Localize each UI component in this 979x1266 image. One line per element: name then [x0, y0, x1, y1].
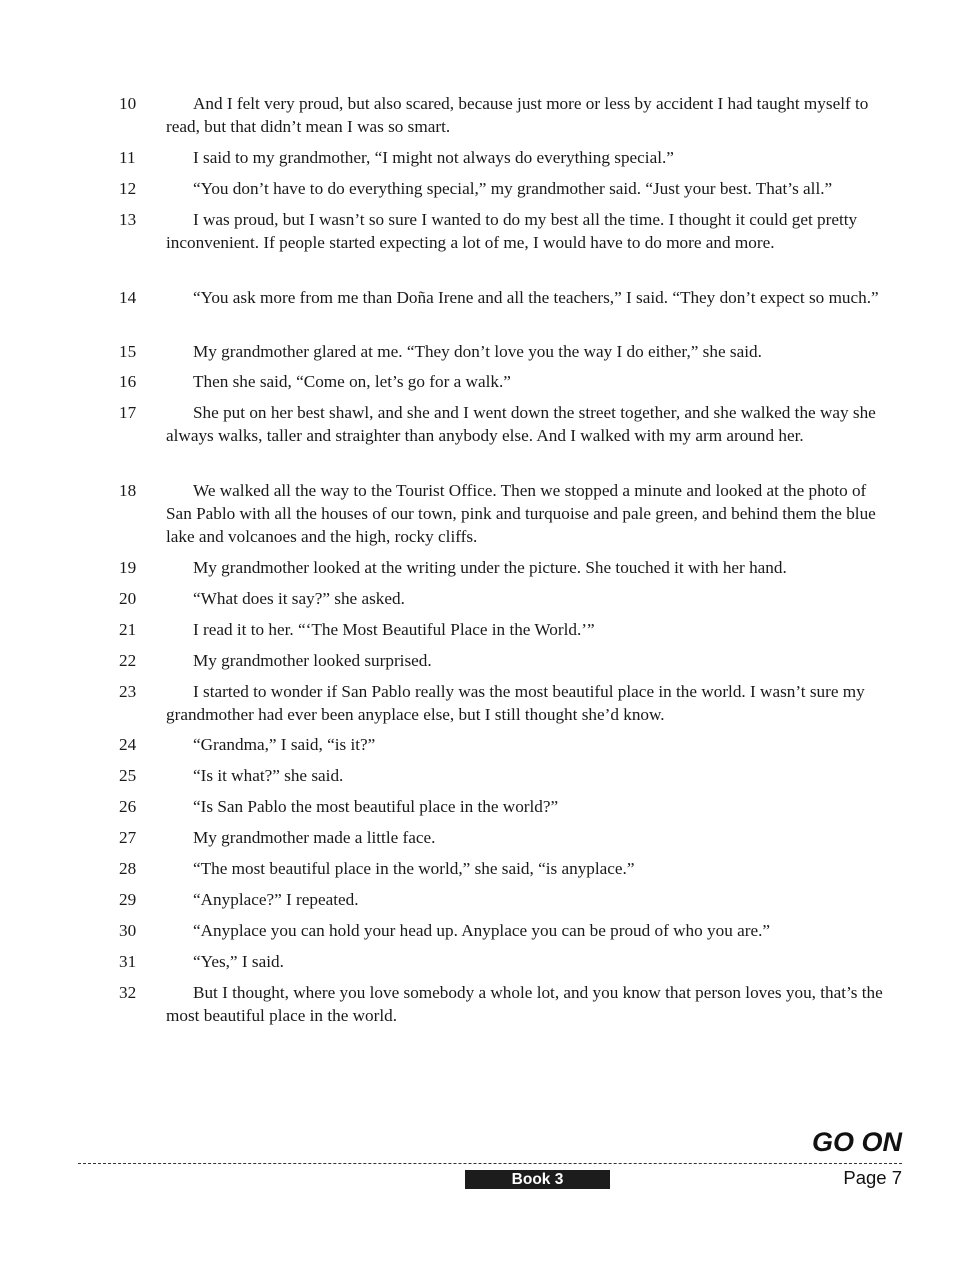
line-number: 18	[119, 481, 137, 500]
paragraph-text: “Anyplace?” I repeated.	[193, 890, 359, 909]
line-number: 14	[119, 288, 137, 307]
paragraph-text: I started to wonder if San Pablo really was the most beautiful place in the world. I wasn’t sure my grandmother had ever been anyplace else, but I still thought she’d know.	[166, 682, 865, 725]
line-number: 32	[119, 983, 137, 1002]
line-number: 11	[119, 148, 136, 167]
line-number: 31	[119, 952, 137, 971]
line-number: 26	[119, 797, 137, 816]
line-number: 16	[119, 372, 137, 391]
line-number: 24	[119, 735, 137, 754]
paragraph-text: She put on her best shawl, and she and I went down the street together, and she walked the way she always walks, taller and straighter than anybody else. And I walked with my arm around her.	[166, 403, 876, 446]
line-number: 28	[119, 859, 137, 878]
paragraph-text: “Is it what?” she said.	[193, 766, 344, 785]
line-number: 25	[119, 766, 137, 785]
paragraph-text: “Yes,” I said.	[193, 952, 284, 971]
dashed-divider	[78, 1163, 902, 1164]
line-number: 22	[119, 651, 137, 670]
line-number: 19	[119, 558, 137, 577]
paragraph-text: “The most beautiful place in the world,” she said, “is anyplace.”	[193, 859, 635, 878]
paragraph-text: And I felt very proud, but also scared, because just more or less by accident I had taught myself to read, but that didn’t mean I was so smart.	[166, 94, 869, 137]
paragraph-text: I was proud, but I wasn’t so sure I wanted to do my best all the time. I thought it could get pretty inconvenient. If people started expecting a lot of me, I would have to do more and more.	[166, 210, 858, 253]
paragraph-text: “Anyplace you can hold your head up. Anyplace you can be proud of who you are.”	[193, 921, 771, 940]
paragraph-text: My grandmother made a little face.	[193, 828, 436, 847]
page-number: Page 7	[843, 1167, 902, 1188]
line-number: 10	[119, 94, 137, 113]
paragraph-text: “Is San Pablo the most beautiful place in the world?”	[193, 797, 559, 816]
book-badge: Book 3	[465, 1170, 610, 1189]
paragraph-text: My grandmother looked surprised.	[193, 651, 432, 670]
paragraph-text: I read it to her. “‘The Most Beautiful Place in the World.’”	[193, 620, 595, 639]
paragraph-text: I said to my grandmother, “I might not always do everything special.”	[193, 148, 674, 167]
paragraph-text: “Grandma,” I said, “is it?”	[193, 735, 376, 754]
line-number: 15	[119, 342, 137, 361]
line-number: 23	[119, 682, 137, 701]
paragraph-text: “What does it say?” she asked.	[193, 589, 405, 608]
line-number: 13	[119, 210, 137, 229]
paragraph-text: But I thought, where you love somebody a whole lot, and you know that person loves you, that’s the most beautiful place in the world.	[166, 983, 883, 1026]
line-number: 21	[119, 620, 137, 639]
paragraph-text: “You don’t have to do everything special,” my grandmother said. “Just your best. That’s all.”	[193, 179, 833, 198]
line-number: 30	[119, 921, 137, 940]
line-number: 20	[119, 589, 137, 608]
paragraph-text: My grandmother glared at me. “They don’t love you the way I do either,” she said.	[193, 342, 762, 361]
go-on-label: GO ON	[811, 1127, 902, 1157]
paragraph-text: My grandmother looked at the writing under the picture. She touched it with her hand.	[193, 558, 787, 577]
paragraph-text: “You ask more from me than Doña Irene and all the teachers,” I said. “They don’t expect so much.”	[193, 288, 879, 307]
line-number: 29	[119, 890, 137, 909]
line-number: 17	[119, 403, 137, 422]
paragraph-text: Then she said, “Come on, let’s go for a walk.”	[193, 372, 511, 391]
line-number: 27	[119, 828, 137, 847]
paragraph-text: We walked all the way to the Tourist Office. Then we stopped a minute and looked at the photo of San Pablo with all the houses of our town, pink and turquoise and pale green, and behind them the blue lake and volcanoes and the high, rocky cliffs.	[166, 481, 876, 547]
line-number: 12	[119, 179, 137, 198]
